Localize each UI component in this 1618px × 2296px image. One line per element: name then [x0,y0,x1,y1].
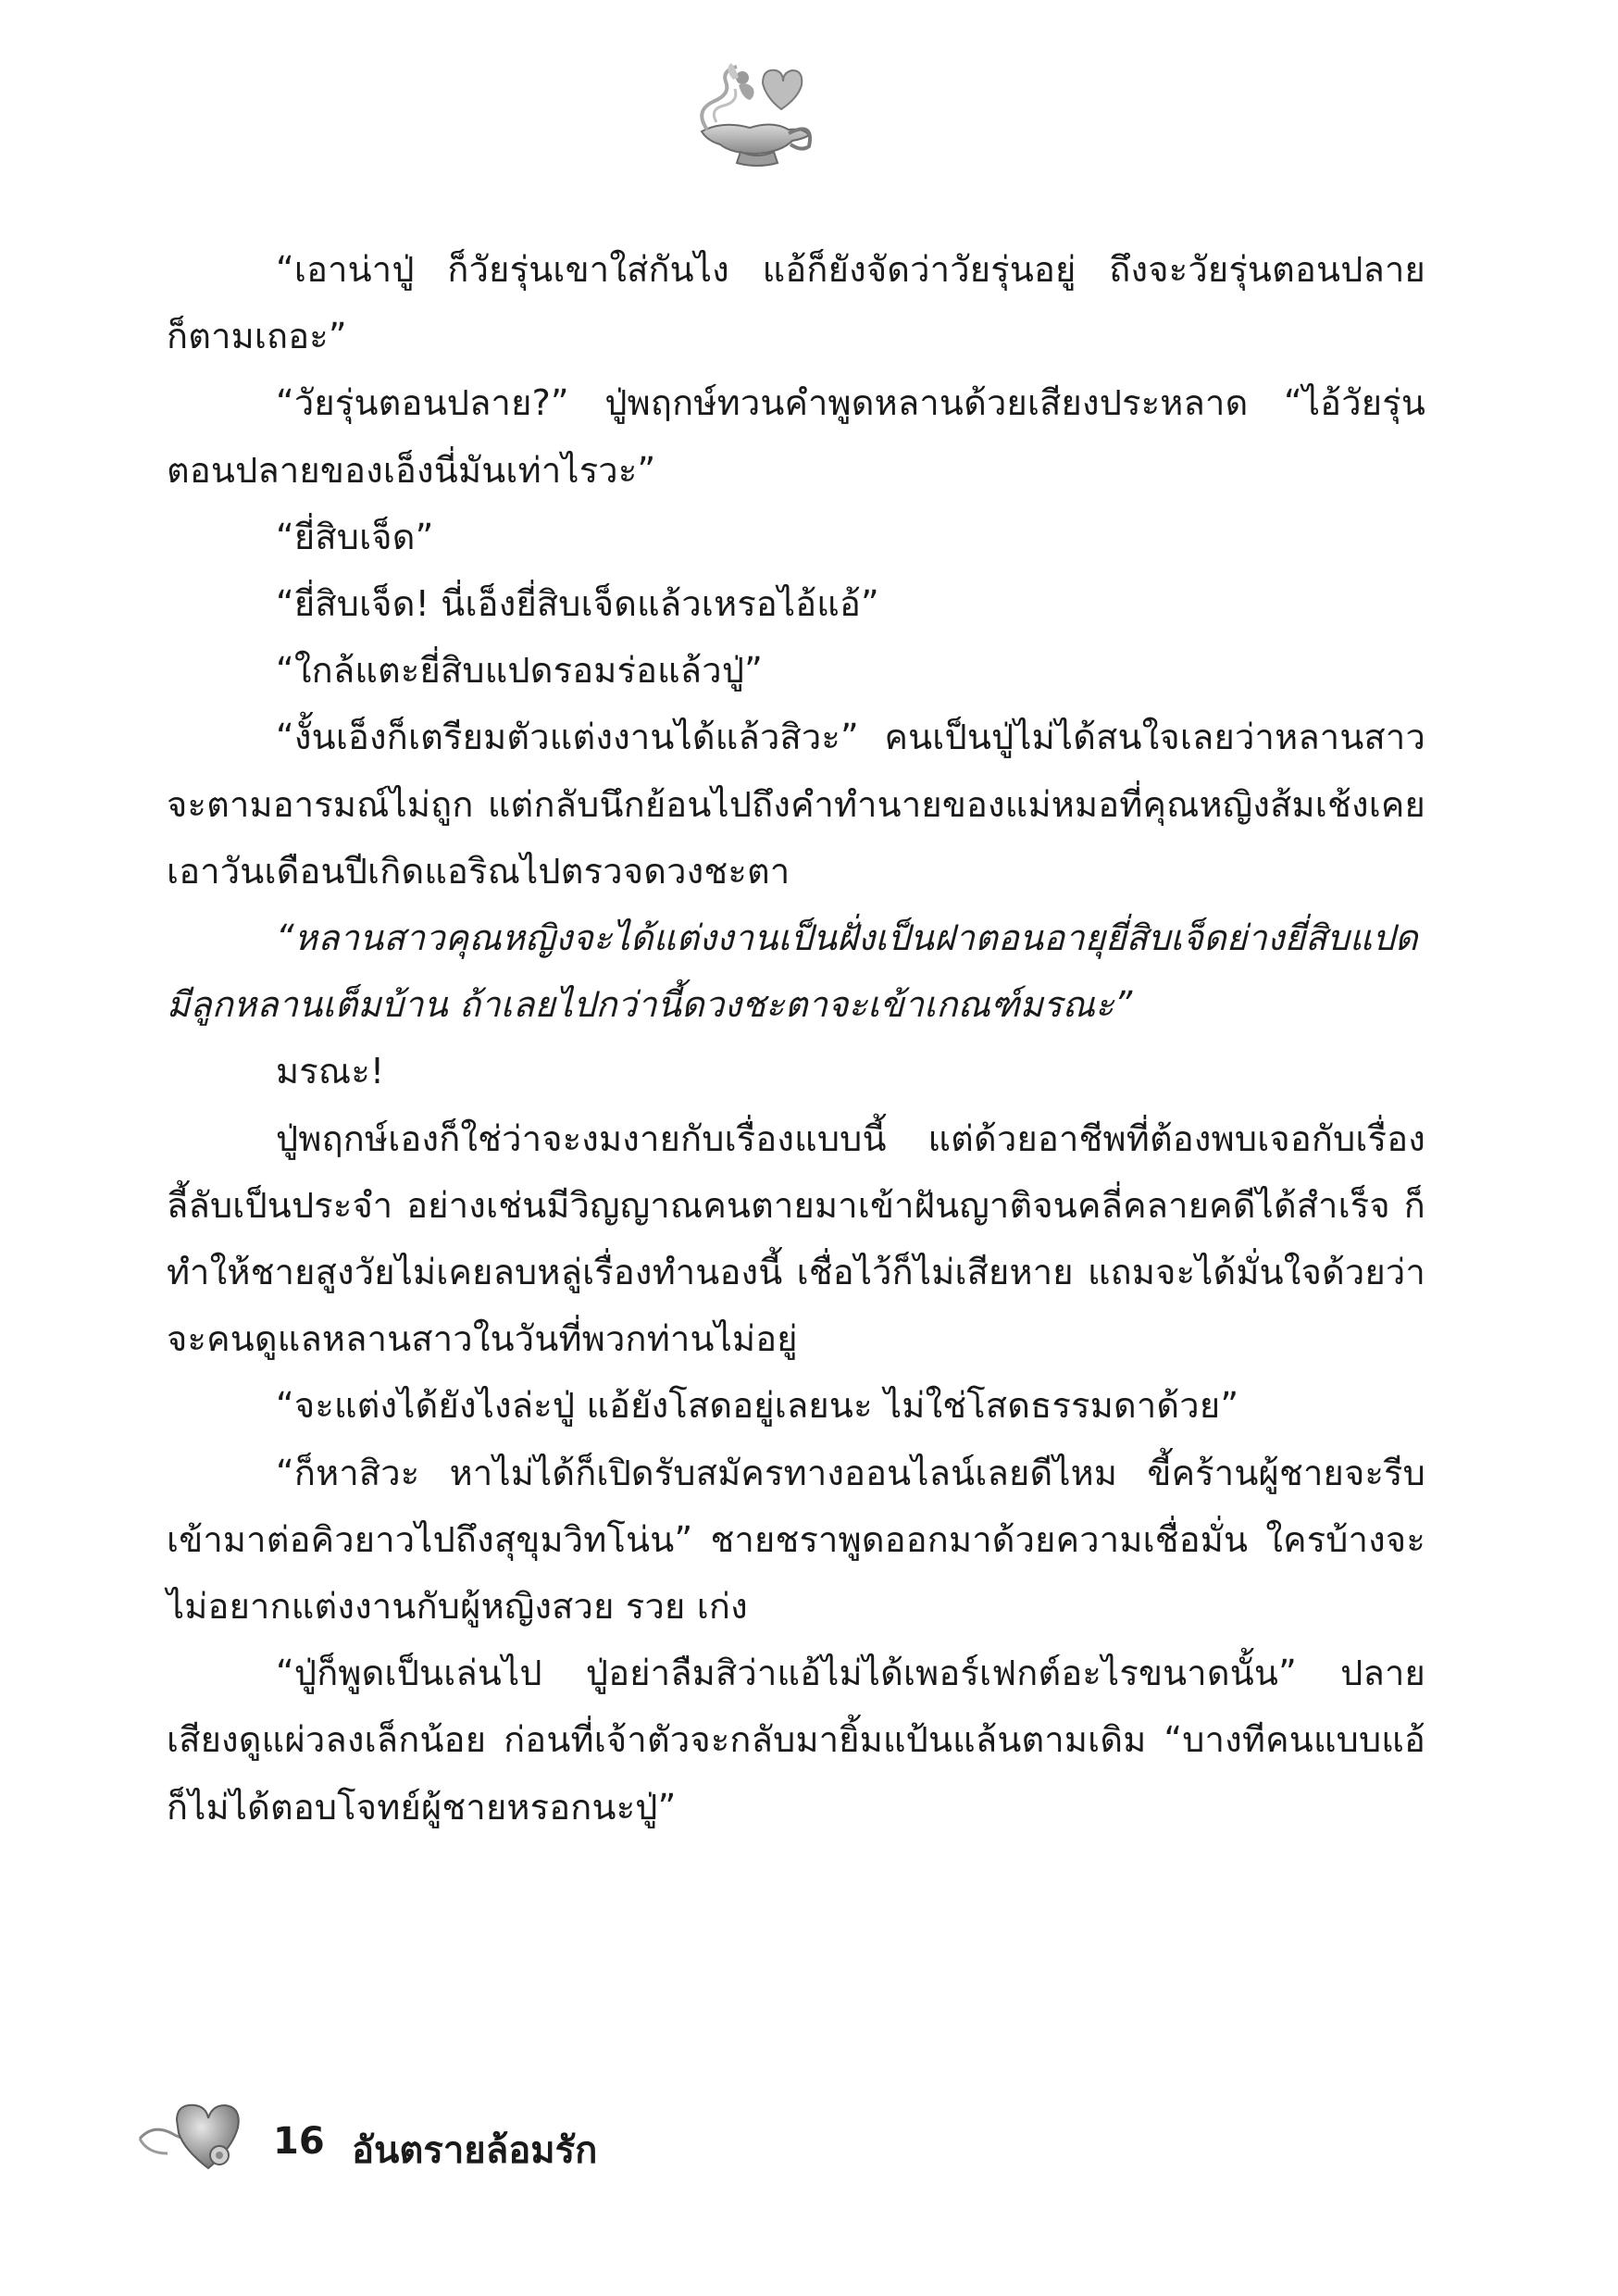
paragraph: “จะแต่งได้ยังไงล่ะปู่ แอ้ยังโสดอยู่เลยนะ ไม่ใช่โสดธรรมดาด้วย” [276,1385,1239,1427]
paragraph: “ใกล้แตะยี่สิบแปดรอมร่อแล้วปู่” [276,650,764,692]
body-text [167,236,1425,1841]
paragraph: “ยี่สิบเจ็ด” [276,516,434,557]
paragraph: “งั้นเอ็งก็เตรียมตัวแต่งงานได้แล้วสิวะ” คนเป็นปู่ไม่ได้สนใจเลยว่าหลานสาวจะตามอารมณ์ไม่ถูก แต่กลับนึกย้อนไปถึงคำทำนายของแม่หมอที่คุณหญิงส้มเช้งเคยเอาวันเดือนปีเกิดแอริณไปตรวจดวงชะตา [167,717,1425,892]
paragraph: “ปู่ก็พูดเป็นเล่นไป ปู่อย่าลืมสิว่าแอ้ไม่ได้เพอร์เฟกต์อะไรขนาดนั้น” ปลายเสียงดูแผ่วลงเล็กน้อย ก่อนที่เจ้าตัวจะกลับมายิ้มแป้นแล้นตามเดิม “บางทีคนแบบแอ้ก็ไม่ได้ตอบโจทย์ผู้ชายหรอกนะปู่” [167,1653,1425,1828]
paragraph: “ยี่สิบเจ็ด! นี่เอ็งยี่สิบเจ็ดแล้วเหรอไอ้แอ้” [276,583,879,625]
paragraph: มรณะ! [276,1051,385,1092]
page-footer [134,2100,690,2192]
paragraph: “เอาน่าปู่ ก็วัยรุ่นเขาใส่กันไง แอ้ก็ยังจัดว่าวัยรุ่นอยู่ ถึงจะวัยรุ่นตอนปลายก็ตามเถอะ” [167,249,1425,357]
genie-lamp-icon [685,56,824,176]
heart-stethoscope-icon [134,2100,264,2183]
paragraph-italic: “หลานสาวคุณหญิงจะได้แต่งงานเป็นฝั่งเป็นฝาตอนอายุยี่สิบเจ็ดย่างยี่สิบแปด มีลูกหลานเต็มบ้าน ถ้าเลยไปกว่านี้ดวงชะตาจะเข้าเกณฑ์มรณะ” [167,917,1418,1026]
paragraph: “ก็หาสิวะ หาไม่ได้ก็เปิดรับสมัครทางออนไลน์เลยดีไหม ขี้คร้านผู้ชายจะรีบเข้ามาต่อคิวยาวไปถึงสุขุมวิทโน่น” ชายชราพูดออกมาด้วยความเชื่อมั่น ใครบ้างจะไม่อยากแต่งงานกับผู้หญิงสวย รวย เก่ง [167,1452,1425,1628]
paragraph: ปู่พฤกษ์เองก็ใช่ว่าจะงมงายกับเรื่องแบบนี้ แต่ด้วยอาชีพที่ต้องพบเจอกับเรื่องลี้ลับเป็นประจำ อย่างเช่นมีวิญญาณคนตายมาเข้าฝันญาติจนคลี่คลายคดีได้สำเร็จ ก็ทำให้ชายสูงวัยไม่เคยลบหลู่เรื่องทำนองนี้ เชื่อไว้ก็ไม่เสียหาย แถมจะได้มั่นใจด้วยว่าจะคนดูแลหลานสาวในวันที่พวกท่านไม่อยู่ [167,1117,1425,1360]
paragraph: “วัยรุ่นตอนปลาย?” ปู่พฤกษ์ทวนคำพูดหลานด้วยเสียงประหลาด “ไอ้วัยรุ่นตอนปลายของเอ็งนี่มันเท่าไรวะ” [167,382,1425,491]
page-number: 16 [273,2120,325,2163]
book-title: อันตรายล้อมรัก [352,2129,598,2172]
